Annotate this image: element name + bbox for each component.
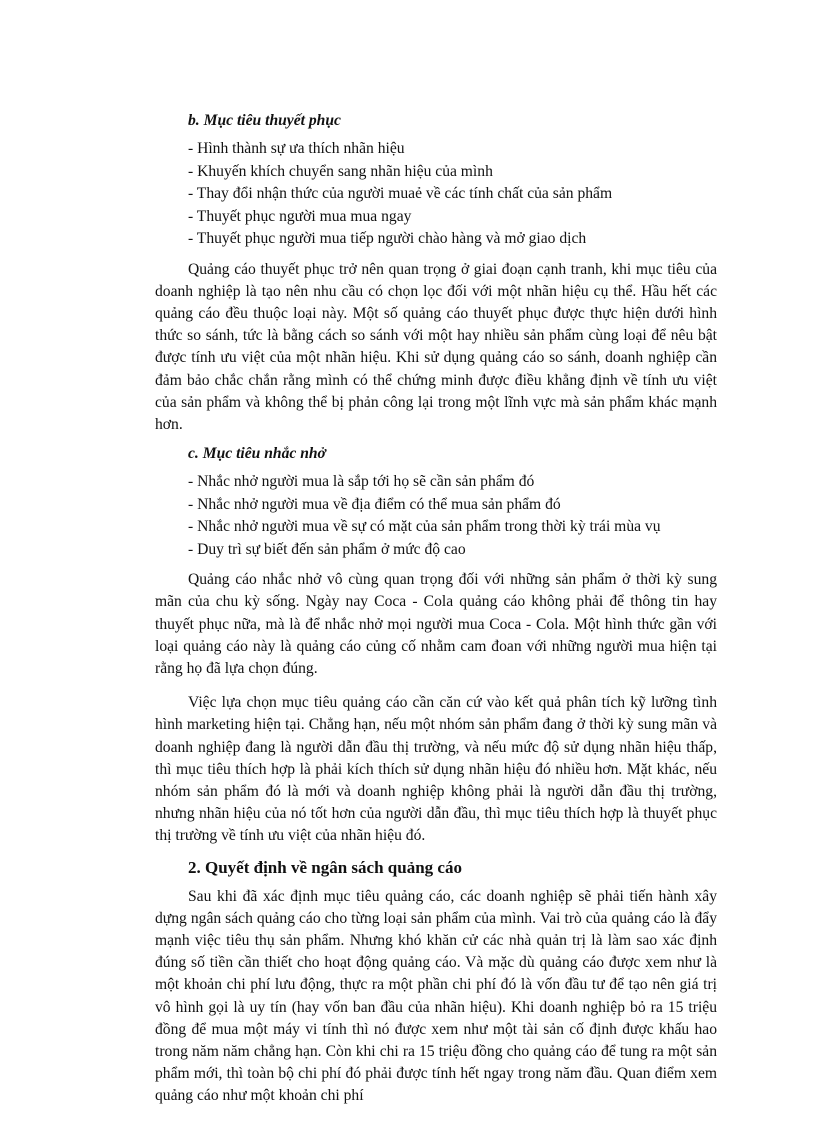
heading-advertising-budget: 2. Quyết định về ngân sách quảng cáo: [188, 857, 462, 877]
document-page: [155, 110, 717, 1115]
heading-persuasive-objective: b. Mục tiêu thuyết phục: [188, 112, 341, 129]
heading-reminder-objective: c. Mục tiêu nhắc nhở: [188, 445, 326, 463]
list-item: - Hình thành sự ưa thích nhãn hiệu: [188, 140, 405, 157]
persuasive-paragraph: Quảng cáo thuyết phục trở nên quan trọng ở giai đoạn cạnh tranh, khi mục tiêu của doanh nghiệp là tạo nên nhu cầu có chọn lọc đối với một nhãn hiệu cụ thể. Hầu hết các quảng cáo đều thuộc loại này. Một số quảng cáo thuyết phục được thực hiện dưới hình thức so sánh, tức là bằng cách so sánh với một hay nhiều sản phẩm cùng loại để nêu bật được tính ưu việt của một nhãn hiệu. Khi sử dụng quảng cáo so sánh, doanh nghiệp cần đảm bảo chắc chắn rằng mình có thể chứng minh được điều khẳng định về tính ưu việt của sản phẩm và không thể bị phản công lại trong một lĩnh vực mà sản phẩm khác mạnh hơn.: [155, 260, 717, 433]
reminder-objective-list: [155, 471, 717, 561]
list-item: - Nhắc nhở người mua về địa điểm có thể mua sản phẩm đó: [188, 495, 561, 513]
list-item: - Thuyết phục người mua tiếp người chào hàng và mở giao dịch: [188, 230, 587, 247]
list-item: - Nhắc nhở người mua là sắp tới họ sẽ cần sản phẩm đó: [188, 473, 535, 491]
objective-selection-paragraph: Việc lựa chọn mục tiêu quảng cáo cần căn cứ vào kết quả phân tích kỹ lưỡng tình hình marketing hiện tại. Chẳng hạn, nếu một nhóm sản phẩm đang ở thời kỳ sung mãn và doanh nghiệp đang là người dẫn đầu thị trường, và nếu mức độ sử dụng nhãn hiệu thấp, thì mục tiêu thích hợp là phải kích thích sử dụng nhãn hiệu đó nhiều hơn. Mặt khác, nếu nhóm sản phẩm đó là mới và doanh nghiệp không phải là người dẫn đầu thị trường, nhưng nhãn hiệu của nó tốt hơn của người dẫn đầu, thì mục tiêu thích hợp là thuyết phục thị trường về tính ưu việt của nhãn hiệu đó.: [155, 694, 717, 845]
budget-paragraph: Sau khi đã xác định mục tiêu quảng cáo, các doanh nghiệp sẽ phải tiến hành xây dựng ngân sách quảng cáo cho từng loại sản phẩm của mình. Vai trò của quảng cáo là đẩy mạnh việc tiêu thụ sản phẩm. Nhưng khó khăn cử các nhà quản trị là làm sao xác định đúng số tiền cần thiết cho hoạt động quảng cáo. Và mặc dù quảng cáo được xem như là một khoản chi phí lưu động, thực ra một phần chi phí đó là vốn đầu tư để tạo nên giá trị vô hình gọi là uy tín (hay vốn ban đầu của nhãn hiệu). Khi doanh nghiệp bỏ ra 15 triệu đồng để mua một máy vi tính thì nó được xem như một tài sản cố định được khấu hao trong năm năm chẳng hạn. Còn khi chi ra 15 triệu đồng cho quảng cáo để tung ra một sản phẩm mới, thì toàn bộ chi phí đó phải được tính hết ngay trong năm đầu. Quan điểm xem quảng cáo như một khoản chi phí: [155, 887, 717, 1105]
persuasive-objective-list: [155, 138, 717, 251]
list-item: - Thay đổi nhận thức của người muaẻ về các tính chất của sản phẩm: [188, 185, 613, 202]
list-item: - Thuyết phục người mua mua ngay: [188, 207, 412, 225]
list-item: - Khuyến khích chuyển sang nhãn hiệu của mình: [188, 162, 493, 180]
list-item: - Nhắc nhở người mua về sự có mặt của sản phẩm trong thời kỳ trái mùa vụ: [188, 518, 661, 536]
list-item: - Duy trì sự biết đến sản phẩm ở mức độ cao: [188, 540, 466, 558]
reminder-paragraph: Quảng cáo nhắc nhở vô cùng quan trọng đối với những sản phẩm ở thời kỳ sung mãn của chu kỳ sống. Ngày nay Coca - Cola quảng cáo không phải để thông tin hay thuyết phục nữa, mà là để nhắc nhở mọi người mua Coca - Cola. Một hình thức gần với loại quảng cáo này là quảng cáo củng cố nhằm cam đoan với những người mua hiện tại rằng họ đã lựa chọn đúng.: [155, 571, 717, 677]
